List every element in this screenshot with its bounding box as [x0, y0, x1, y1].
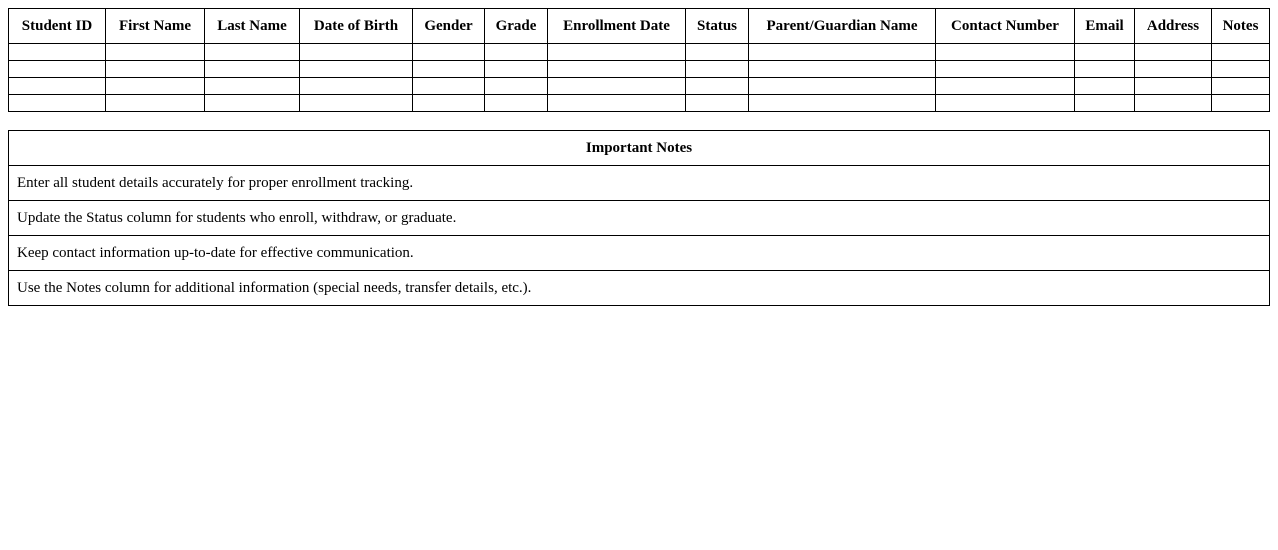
column-header: Address — [1135, 9, 1212, 44]
important-notes-table — [8, 130, 1270, 306]
table-row — [9, 61, 1270, 78]
student-enrollment-table — [8, 8, 1270, 112]
table-row — [9, 95, 1270, 112]
table-cell[interactable] — [936, 95, 1075, 112]
table-cell[interactable] — [9, 78, 106, 95]
table-cell[interactable] — [106, 44, 205, 61]
table-cell[interactable] — [485, 95, 548, 112]
table-cell[interactable] — [485, 61, 548, 78]
table-cell[interactable] — [1135, 95, 1212, 112]
column-header: Status — [686, 9, 749, 44]
table-cell[interactable] — [205, 95, 300, 112]
table-cell[interactable] — [106, 61, 205, 78]
column-header: Email — [1075, 9, 1135, 44]
table-cell[interactable] — [1212, 61, 1270, 78]
note-item: Update the Status column for students who enroll, withdraw, or graduate. — [9, 201, 1270, 236]
column-header: Date of Birth — [300, 9, 413, 44]
table-cell[interactable] — [749, 95, 936, 112]
table-cell[interactable] — [936, 44, 1075, 61]
column-header: Enrollment Date — [548, 9, 686, 44]
table-cell[interactable] — [749, 44, 936, 61]
column-header: Notes — [1212, 9, 1270, 44]
table-cell[interactable] — [686, 78, 749, 95]
note-item: Use the Notes column for additional information (special needs, transfer details, etc.). — [9, 271, 1270, 306]
table-cell[interactable] — [485, 44, 548, 61]
table-cell[interactable] — [485, 78, 548, 95]
column-header: Grade — [485, 9, 548, 44]
table-cell[interactable] — [686, 44, 749, 61]
table-cell[interactable] — [1075, 95, 1135, 112]
table-cell[interactable] — [686, 95, 749, 112]
note-item: Enter all student details accurately for proper enrollment tracking. — [9, 166, 1270, 201]
table-cell[interactable] — [413, 44, 485, 61]
table-row — [9, 78, 1270, 95]
table-cell[interactable] — [749, 78, 936, 95]
table-cell[interactable] — [936, 61, 1075, 78]
header-row — [9, 9, 1270, 44]
table-cell[interactable] — [548, 44, 686, 61]
table-cell[interactable] — [205, 78, 300, 95]
note-item: Keep contact information up-to-date for effective communication. — [9, 236, 1270, 271]
table-cell[interactable] — [300, 44, 413, 61]
table-cell[interactable] — [749, 61, 936, 78]
column-header: Student ID — [9, 9, 106, 44]
column-header: Gender — [413, 9, 485, 44]
table-cell[interactable] — [413, 78, 485, 95]
table-cell[interactable] — [1212, 78, 1270, 95]
table-cell[interactable] — [1075, 61, 1135, 78]
table-cell[interactable] — [1135, 61, 1212, 78]
table-cell[interactable] — [9, 95, 106, 112]
table-cell[interactable] — [1135, 78, 1212, 95]
table-cell[interactable] — [300, 95, 413, 112]
column-header: Parent/Guardian Name — [749, 9, 936, 44]
table-cell[interactable] — [936, 78, 1075, 95]
notes-title: Important Notes — [9, 131, 1270, 166]
table-cell[interactable] — [686, 61, 749, 78]
table-cell[interactable] — [548, 78, 686, 95]
column-header: Contact Number — [936, 9, 1075, 44]
table-cell[interactable] — [1135, 44, 1212, 61]
column-header: Last Name — [205, 9, 300, 44]
table-cell[interactable] — [300, 61, 413, 78]
table-row — [9, 44, 1270, 61]
table-cell[interactable] — [1212, 44, 1270, 61]
column-header: First Name — [106, 9, 205, 44]
table-cell[interactable] — [548, 95, 686, 112]
table-cell[interactable] — [1212, 95, 1270, 112]
table-cell[interactable] — [205, 61, 300, 78]
table-cell[interactable] — [106, 95, 205, 112]
table-cell[interactable] — [548, 61, 686, 78]
table-cell[interactable] — [413, 95, 485, 112]
table-cell[interactable] — [413, 61, 485, 78]
table-cell[interactable] — [300, 78, 413, 95]
table-cell[interactable] — [205, 44, 300, 61]
table-cell[interactable] — [1075, 78, 1135, 95]
table-cell[interactable] — [9, 61, 106, 78]
table-cell[interactable] — [9, 44, 106, 61]
table-cell[interactable] — [106, 78, 205, 95]
table-cell[interactable] — [1075, 44, 1135, 61]
